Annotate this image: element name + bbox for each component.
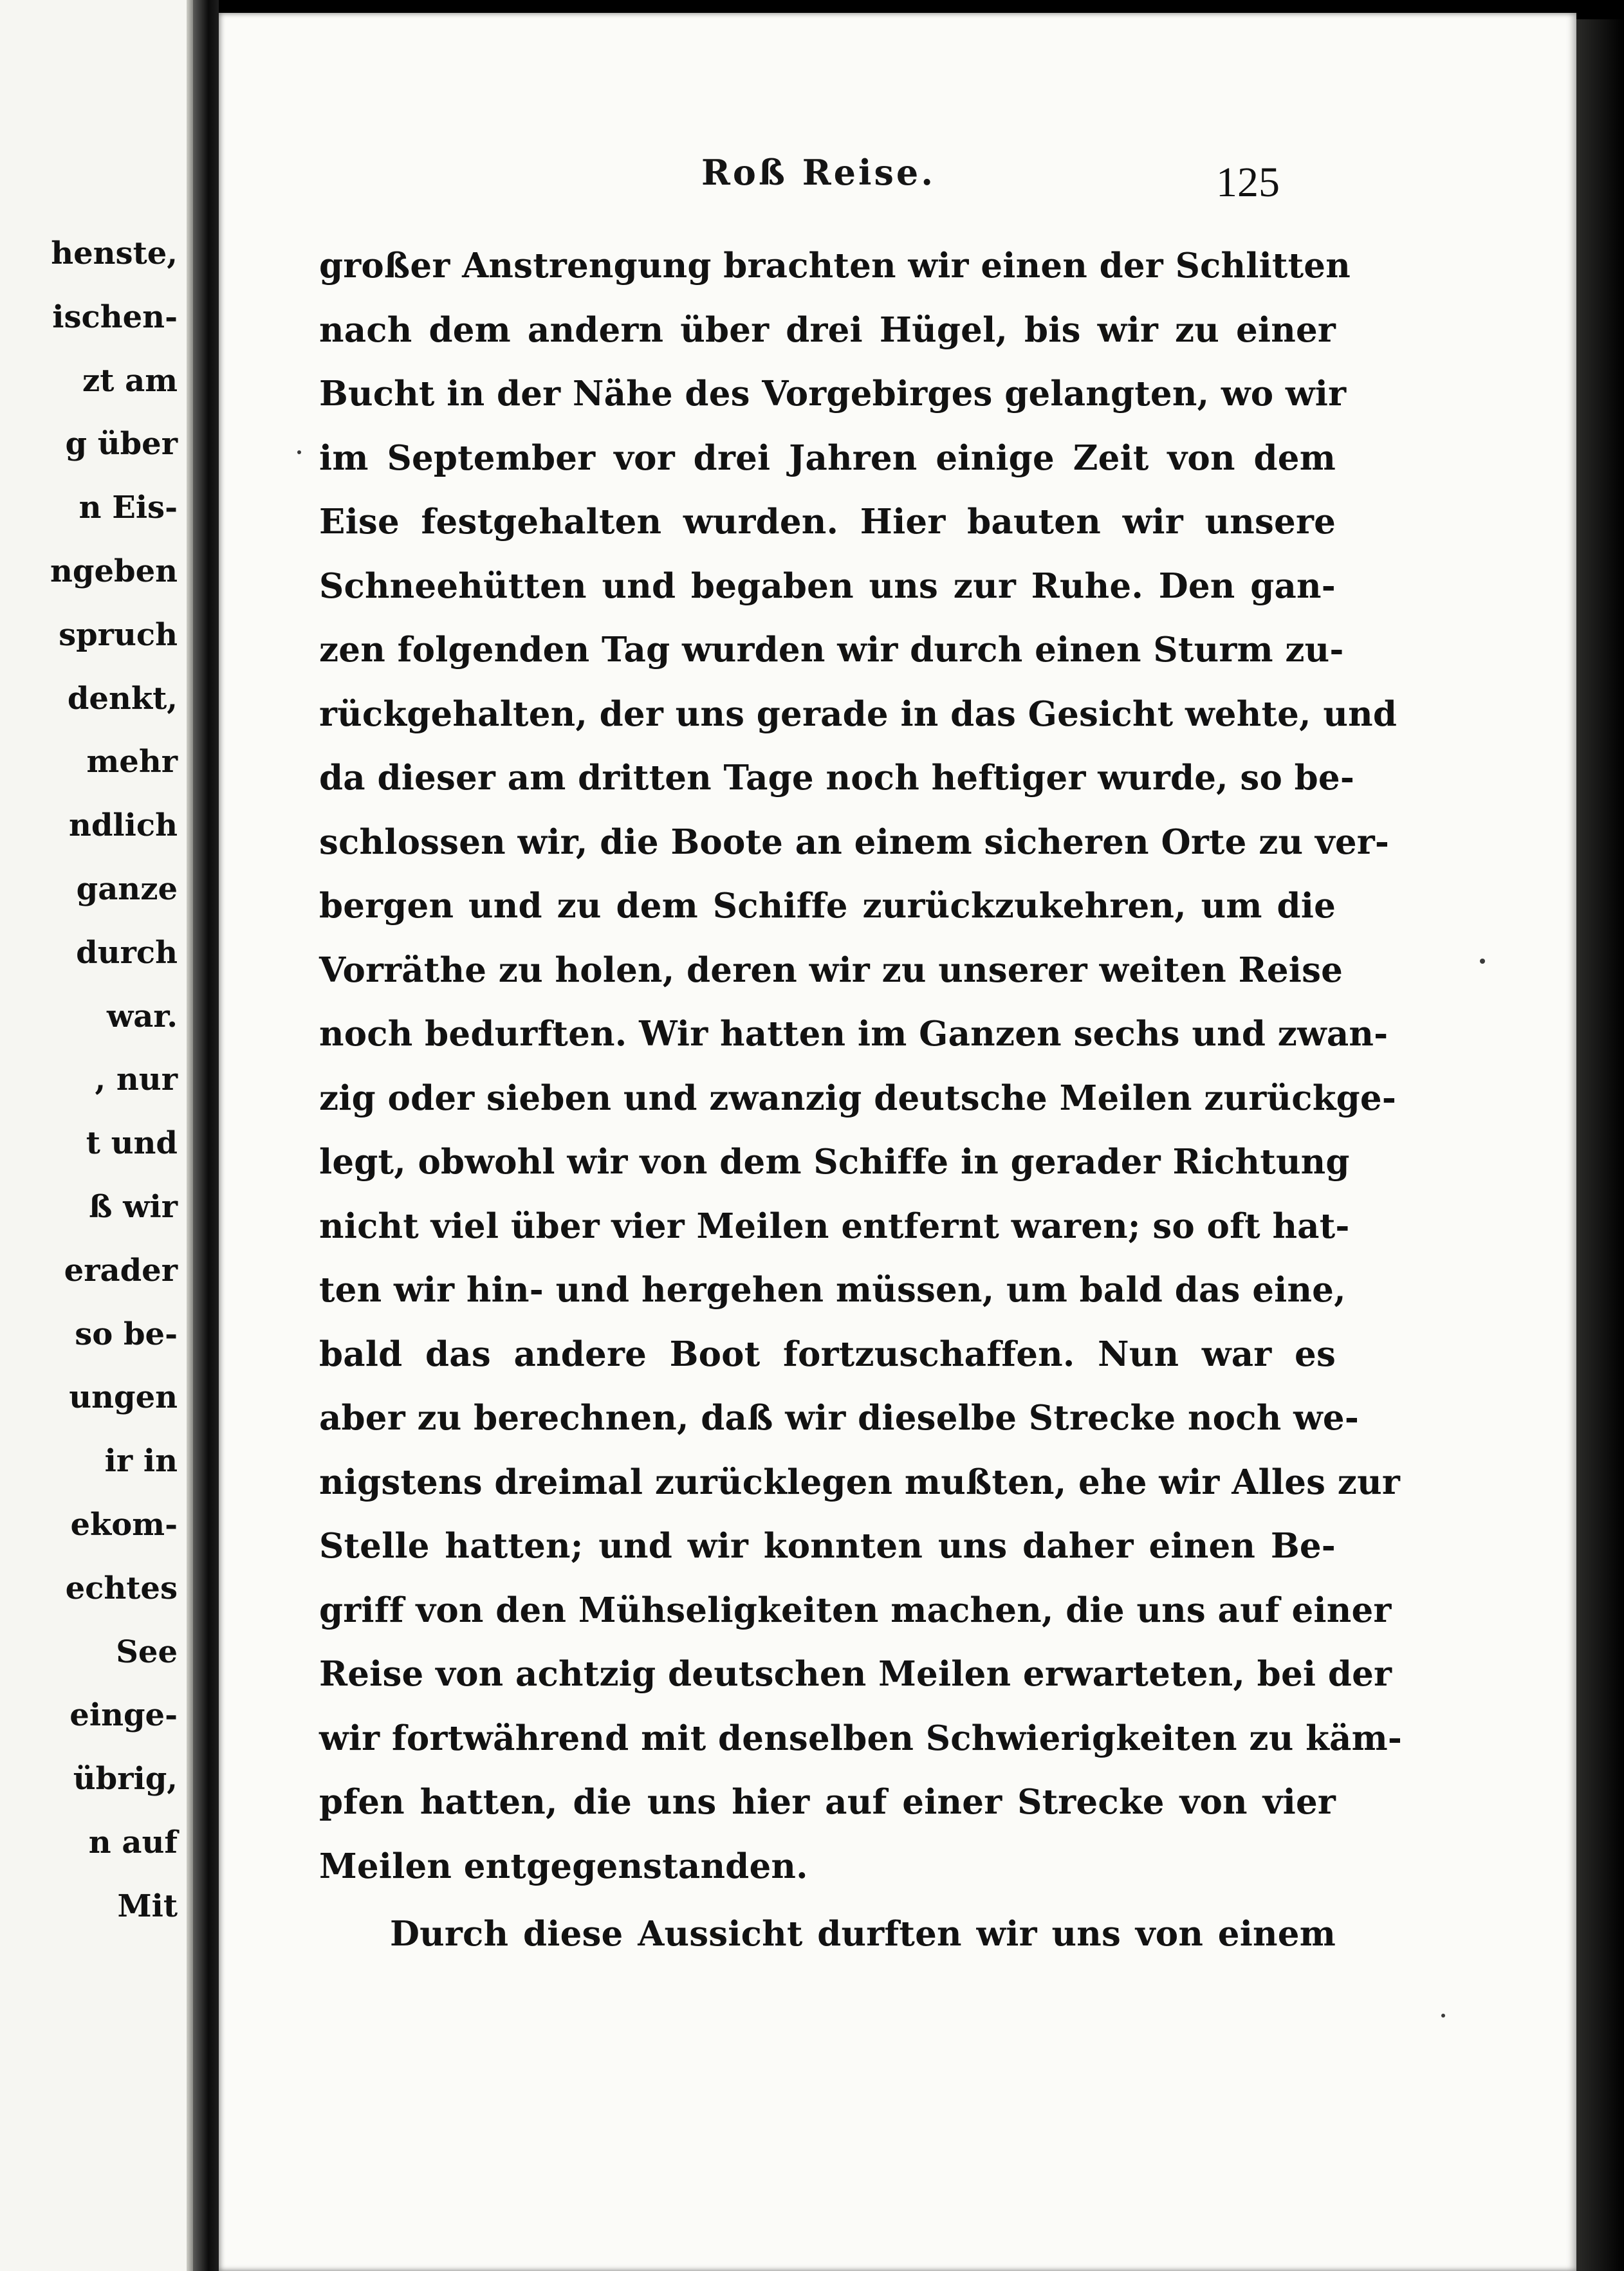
text-line: griff von den Mühseligkeiten machen, die uns auf einer	[319, 1590, 1392, 1630]
text-line: legt, obwohl wir von dem Schiffe in gerader Richtung	[319, 1142, 1350, 1182]
scan-speck	[1441, 2014, 1445, 2018]
scan-speck	[297, 450, 301, 454]
text-line: Stelle hatten; und wir konnten uns daher einen Be-	[319, 1526, 1336, 1566]
left-page-line-fragment: war.	[106, 998, 178, 1034]
left-page-line-fragment: ir in	[104, 1443, 178, 1480]
text-line: Meilen entgegenstanden.	[319, 1846, 808, 1886]
left-page-line-fragment: denkt,	[67, 680, 178, 717]
text-line: wir fortwährend mit denselben Schwierigkeiten zu käm-	[319, 1718, 1403, 1758]
text-line: pfen hatten, die uns hier auf einer Strecke von vier	[319, 1782, 1336, 1822]
left-page-line-fragment: so be-	[75, 1316, 178, 1352]
text-line: Eise festgehalten wurden. Hier bauten wir unsere	[319, 502, 1336, 542]
left-page-line-fragment: mehr	[86, 744, 178, 780]
left-page-line-fragment: ischen-	[52, 299, 178, 335]
text-line: zig oder sieben und zwanzig deutsche Meilen zurückge-	[319, 1078, 1397, 1118]
text-line: aber zu berechnen, daß wir dieselbe Strecke noch we-	[319, 1398, 1360, 1438]
text-line: nigstens dreimal zurücklegen mußten, ehe wir Alles zur	[319, 1462, 1400, 1502]
text-line: schlossen wir, die Boote an einem sicheren Orte zu ver-	[319, 822, 1390, 862]
left-page-line-fragment: zt am	[82, 362, 178, 399]
left-page-line-fragment: erader	[64, 1252, 178, 1289]
scan-speck	[1480, 959, 1485, 964]
left-page-line-fragment: einge-	[69, 1697, 178, 1734]
body-text	[319, 234, 1403, 1967]
running-head: Roß Reise.	[701, 152, 936, 193]
left-page-line-fragment: spruch	[59, 616, 178, 653]
left-page-line-fragment: durch	[76, 934, 178, 971]
text-line: noch bedurften. Wir hatten im Ganzen sechs und zwan-	[319, 1014, 1389, 1054]
left-page-line-fragment: g über	[65, 426, 178, 463]
text-line: ten wir hin- und hergehen müssen, um bald das eine,	[319, 1270, 1346, 1310]
left-page-line-fragment: ngeben	[50, 553, 178, 589]
text-line: bergen und zu dem Schiffe zurückzukehren, um die	[319, 886, 1336, 926]
text-line: rückgehalten, der uns gerade in das Gesicht wehte, und	[319, 694, 1398, 734]
left-page-line-fragment: ekom-	[70, 1507, 178, 1543]
text-line: nicht viel über vier Meilen entfernt waren; so oft hat-	[319, 1206, 1350, 1246]
book-gutter	[193, 0, 219, 2271]
left-page-line-fragment: echtes	[65, 1570, 178, 1606]
text-line: zen folgenden Tag wurden wir durch einen Sturm zu-	[319, 630, 1344, 670]
text-line: Reise von achtzig deutschen Meilen erwarteten, bei der	[319, 1654, 1392, 1694]
left-page-line-fragment: n auf	[88, 1825, 178, 1861]
left-page-line-fragment: n Eis-	[78, 490, 178, 526]
text-line: Vorräthe zu holen, deren wir zu unserer weiten Reise	[319, 950, 1343, 990]
text-line: da dieser am dritten Tage noch heftiger wurde, so be-	[319, 758, 1355, 798]
left-page-line-fragment: übrig,	[73, 1761, 178, 1797]
left-page-line-fragment: , nur	[95, 1062, 178, 1098]
left-page-line-fragment: ndlich	[68, 807, 178, 844]
left-page-line-fragment: ganze	[76, 871, 178, 907]
page-edge-shadow	[1576, 19, 1624, 2271]
text-line: bald das andere Boot fortzuschaffen. Nun war es	[319, 1334, 1336, 1374]
text-line: Bucht in der Nähe des Vorgebirges gelangten, wo wir	[319, 374, 1347, 414]
text-line: großer Anstrengung brachten wir einen der Schlitten	[319, 246, 1351, 286]
left-page-line-fragment: See	[116, 1633, 178, 1670]
text-line: Schneehütten und begaben uns zur Ruhe. Den gan-	[319, 565, 1336, 606]
left-page-line-fragment: Mit	[117, 1888, 178, 1924]
left-page-line-fragment: ungen	[69, 1379, 178, 1416]
left-page-line-fragment: ß wir	[88, 1189, 178, 1225]
left-page-edge-shadow	[187, 0, 193, 2271]
page-number: 125	[1216, 159, 1280, 206]
left-page-line-fragment: henste,	[51, 235, 178, 271]
left-page	[0, 0, 193, 2271]
text-line: im September vor drei Jahren einige Zeit von dem	[319, 437, 1336, 478]
text-line: nach dem andern über drei Hügel, bis wir zu einer	[319, 309, 1336, 350]
left-page-line-fragment: t und	[86, 1125, 178, 1162]
paragraph-start-line: Durch diese Aussicht durften wir uns von einem	[390, 1914, 1336, 1954]
